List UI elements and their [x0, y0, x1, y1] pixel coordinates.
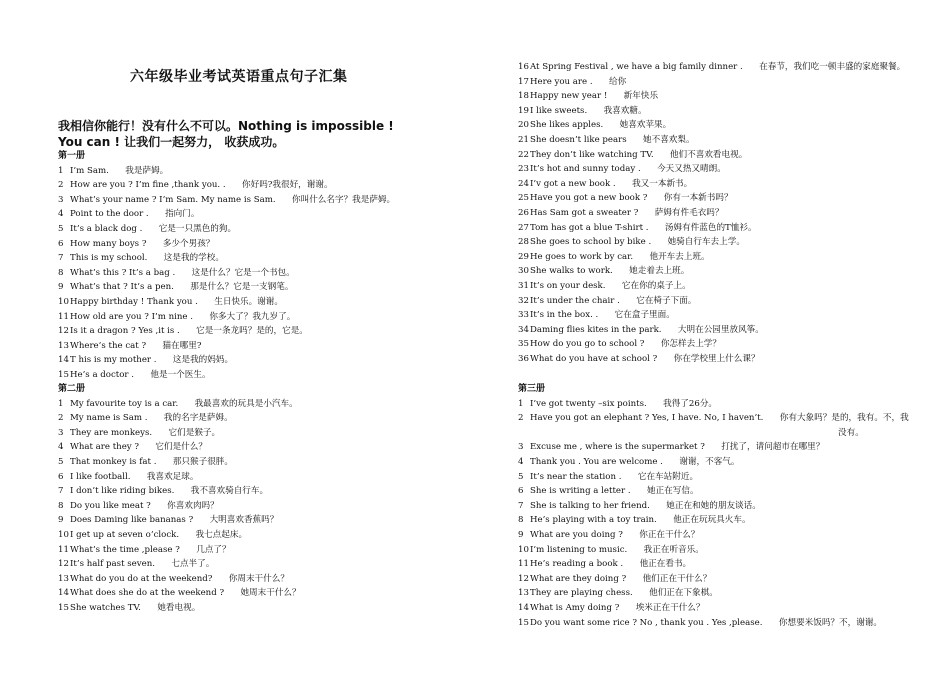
- sentence-english: She doesn’t like pears: [530, 134, 627, 145]
- sentence-row: [518, 440, 938, 455]
- sentence-row: [58, 513, 478, 528]
- sentence-chinese: 新年快乐: [623, 91, 659, 102]
- sentence-chinese: 我不喜欢骑自行车。: [190, 486, 269, 497]
- sentence-number: 12: [518, 573, 529, 584]
- sentence-number: 3: [58, 427, 64, 438]
- sentence-number: 27: [518, 222, 529, 233]
- sentence-english: She watches TV.: [70, 602, 141, 613]
- sentence-number: 4: [58, 442, 64, 453]
- sentence-english: Have you got an elephant ? Yes, I have. No, I haven’t.: [530, 413, 764, 424]
- sentence-english: How many boys ?: [70, 238, 147, 249]
- sentence-number: 11: [518, 559, 529, 570]
- sentence-row: [518, 162, 938, 177]
- sentence-chinese: 萨姆有件毛衣吗？: [654, 207, 724, 218]
- sentence-english: She walks to work.: [530, 266, 613, 277]
- sentence-row: [518, 616, 938, 631]
- sentence-row: [518, 352, 938, 367]
- sentence-english: She likes apples.: [530, 120, 604, 131]
- sentence-chinese: 谢谢，不客气。: [679, 456, 740, 467]
- sentence-chinese: 多少个男孩？: [162, 238, 215, 249]
- sentence-row: [58, 178, 478, 193]
- sentence-chinese: 打扰了，请问超市在哪里？: [721, 442, 825, 453]
- sentence-number: 25: [518, 193, 529, 204]
- sentence-chinese: 她不喜欢梨。: [643, 134, 695, 145]
- sentence-row: [58, 499, 478, 514]
- sentence-row: [58, 484, 478, 499]
- sentence-row: [58, 280, 478, 295]
- sentence-english: She goes to school by bike .: [530, 237, 652, 248]
- sentence-row: [518, 455, 938, 470]
- sentence-row: [518, 543, 938, 558]
- sentence-chinese: 七点半了。: [171, 559, 215, 570]
- sentence-number: 3: [58, 194, 64, 205]
- sentence-chinese: 我喜欢足球。: [146, 471, 199, 482]
- sentence-english: I’ve got twenty –six points.: [530, 398, 647, 409]
- sentence-english: I’m Sam.: [70, 165, 109, 176]
- sentence-chinese: 她正在和她的朋友谈话。: [666, 500, 761, 511]
- sentence-row: [58, 237, 478, 252]
- sentence-row: [58, 411, 478, 426]
- sentence-chinese: 你有大象吗？是的，我有。不，我: [779, 413, 909, 424]
- sentence-english: He’s a doctor .: [70, 369, 134, 380]
- sentence-chinese: 她看电视。: [157, 602, 201, 613]
- sentence-number: 29: [518, 251, 529, 262]
- sentence-english: Thank you . You are welcome .: [530, 456, 663, 467]
- sentence-chinese: 他们正在干什么？: [642, 573, 712, 584]
- sentence-row: [518, 191, 938, 206]
- page-title: 六年级毕业考试英语重点句子汇集: [130, 69, 348, 85]
- sentence-number: 1: [58, 165, 64, 176]
- sentence-english: They are monkeys.: [70, 427, 153, 438]
- sentence-chinese: 我喜欢糖。: [603, 105, 647, 116]
- sentence-english: She is talking to her friend.: [530, 500, 650, 511]
- sentence-chinese: 那只猴子很胖。: [172, 456, 233, 467]
- sentence-number: 1: [58, 398, 64, 409]
- sentence-number: 5: [58, 456, 64, 467]
- sentence-number: 30: [518, 266, 529, 277]
- sentence-chinese: 它在你的桌子上。: [621, 280, 691, 291]
- sentence-chinese: 指向门。: [165, 209, 200, 220]
- book1-section: [58, 149, 478, 383]
- sentence-number: 16: [518, 62, 529, 72]
- sentence-number: 20: [518, 120, 529, 131]
- sentence-english: Here you are .: [530, 76, 593, 87]
- sentence-chinese: 你在学校里上什么课？: [673, 353, 760, 364]
- sentence-row: [58, 164, 478, 179]
- sentence-number: 9: [518, 529, 524, 540]
- sentence-row: [518, 572, 938, 587]
- sentence-row: [58, 397, 478, 412]
- sentence-row: [58, 440, 478, 455]
- sentence-english: Happy birthday ! Thank you .: [70, 296, 198, 307]
- sentence-row: [58, 251, 478, 266]
- sentence-chinese: 它是一只黑色的狗。: [158, 223, 237, 234]
- sentence-row: [518, 484, 938, 499]
- sentence-number: 7: [58, 253, 64, 264]
- sentence-number: 13: [518, 588, 529, 599]
- sentence-row: [518, 294, 938, 309]
- sentence-row: [58, 295, 478, 310]
- intro-block: [58, 118, 478, 150]
- sentence-english: My name is Sam .: [70, 413, 148, 424]
- sentence-english: Do you want some rice ? No , thank you . Yes ,please.: [530, 617, 763, 628]
- sentence-chinese: 他开车去上班。: [649, 251, 710, 262]
- sentence-chinese: 它们是猴子。: [168, 427, 221, 438]
- sentence-chinese: 猫在哪里?: [162, 340, 202, 351]
- sentence-english: I like sweets.: [530, 105, 588, 116]
- sentence-english: What’s your name ? I’m Sam. My name is Sam.: [70, 194, 276, 205]
- sentence-chinese: 它是一条龙吗？是的，它是。: [196, 326, 308, 337]
- sentence-row: [518, 308, 938, 323]
- sentence-english: Where’s the cat ?: [70, 340, 147, 351]
- sentence-row: [518, 513, 938, 528]
- sentence-chinese: 她喜欢苹果。: [619, 120, 672, 131]
- sentence-english: What does she do at the weekend ?: [70, 588, 225, 599]
- sentence-chinese: 生日快乐。谢谢。: [214, 296, 283, 307]
- sentence-number: 14: [58, 355, 69, 366]
- sentence-row: [518, 470, 938, 485]
- sentence-english: It’s a black dog .: [70, 223, 143, 234]
- sentence-row: [58, 455, 478, 470]
- sentence-row: [518, 557, 938, 572]
- sentence-row: [518, 89, 938, 104]
- sentence-english: It’s hot and sunny today .: [530, 164, 641, 175]
- sentence-english: She is writing a letter .: [530, 486, 631, 497]
- sentence-row: [518, 426, 938, 441]
- sentence-row: [58, 222, 478, 237]
- sentence-number: 11: [58, 311, 69, 322]
- sentence-number: 21: [518, 134, 529, 145]
- sentence-number: 13: [58, 340, 69, 351]
- sentence-chinese: 他们正在下象棋。: [649, 588, 718, 599]
- sentence-english: This is my school.: [70, 253, 148, 264]
- sentence-number: 14: [518, 602, 529, 613]
- sentence-row: [518, 528, 938, 543]
- sentence-row: [58, 470, 478, 485]
- sentence-chinese: 他们不喜欢看电视。: [669, 149, 748, 160]
- sentence-chinese: 它在盒子里面。: [614, 310, 675, 321]
- sentence-row: [518, 411, 938, 426]
- sentence-row: [518, 397, 938, 412]
- sentence-number: 22: [518, 149, 529, 160]
- sentence-english: My favourite toy is a car.: [70, 398, 179, 409]
- sentence-english: Tom has got a blue T-shirt .: [530, 222, 649, 233]
- sentence-row: [58, 353, 478, 368]
- sentence-row: [58, 339, 478, 354]
- sentence-number: 4: [58, 209, 64, 220]
- sentence-chinese: 给你: [608, 76, 627, 87]
- sentence-english: What is Amy doing ?: [530, 602, 620, 613]
- sentence-chinese: 你喜欢肉吗？: [167, 500, 219, 511]
- sentence-number: 13: [58, 573, 69, 584]
- sentence-number: 10: [58, 296, 69, 307]
- sentence-number: 32: [518, 295, 529, 306]
- sentence-english: He’s reading a book .: [530, 559, 624, 570]
- sentence-chinese: 你好吗?我很好，谢谢。: [242, 180, 333, 191]
- sentence-row: [58, 207, 478, 222]
- section-heading: 第二册: [58, 384, 86, 394]
- sentence-number: 19: [518, 105, 529, 116]
- sentence-number: 7: [518, 500, 524, 511]
- sentence-number: 11: [58, 544, 69, 555]
- sentence-chinese: 她走着去上班。: [629, 266, 690, 277]
- sentence-english: What are you doing ?: [530, 529, 623, 540]
- sentence-english: Daming flies kites in the park.: [530, 324, 662, 335]
- sentence-number: 8: [58, 267, 64, 278]
- sentence-row: [58, 586, 478, 601]
- sentence-number: 15: [58, 369, 69, 380]
- sentence-english: Excuse me , where is the supermarket ?: [530, 442, 705, 453]
- sentence-row: [58, 324, 478, 339]
- sentence-number: 17: [518, 76, 529, 87]
- sentence-number: 12: [58, 559, 69, 570]
- sentence-number: 9: [58, 515, 64, 526]
- sentence-row: [518, 221, 938, 236]
- sentence-row: [518, 586, 938, 601]
- sentence-number: 12: [58, 326, 69, 337]
- sentence-row: [518, 148, 938, 163]
- sentence-number: 8: [58, 500, 64, 511]
- sentence-number: 15: [58, 602, 69, 613]
- sentence-chinese: 他正在看书。: [639, 559, 692, 570]
- sentence-english: It’s on your desk.: [530, 280, 606, 291]
- sentence-chinese: 汤姆有件蓝色的T恤衫。: [664, 222, 757, 233]
- sentence-row: [518, 250, 938, 265]
- sentence-chinese: 它在车站附近。: [637, 471, 699, 482]
- sentence-chinese: 她正在写信。: [646, 486, 699, 497]
- sentence-number: 10: [58, 529, 69, 540]
- intro-line-2: You can ! 让我们一起努力， 收获成功。: [58, 135, 285, 149]
- sentence-chinese: 你周末干什么？: [228, 573, 289, 584]
- sentence-english: I get up at seven o’clock.: [70, 529, 180, 540]
- book3-section: [518, 382, 938, 630]
- book2-section: [58, 382, 478, 616]
- sentence-number: 31: [518, 280, 529, 291]
- sentence-chinese: 今天又热又晴朗。: [657, 164, 726, 175]
- sentence-english: I like football.: [70, 471, 131, 482]
- sentence-chinese: 你多大了？我九岁了。: [209, 311, 296, 322]
- sentence-english: Happy new year !: [530, 91, 608, 102]
- sentence-english: What are they ?: [70, 442, 139, 453]
- sentence-row: [518, 323, 938, 338]
- sentence-number: 2: [518, 413, 524, 424]
- sentence-chinese: 我又一本新书。: [632, 178, 693, 189]
- sentence-number: 7: [58, 486, 64, 497]
- sentence-number: 2: [58, 413, 64, 424]
- sentence-row: [58, 601, 478, 616]
- sentence-row: [58, 572, 478, 587]
- sentence-row: [58, 528, 478, 543]
- sentence-english: Point to the door .: [70, 209, 149, 220]
- section-heading: 第三册: [518, 384, 546, 394]
- sentence-number: 2: [58, 180, 64, 191]
- sentence-chinese: 我正在听音乐。: [643, 544, 704, 555]
- sentence-number: 14: [58, 588, 69, 599]
- sentence-number: 6: [58, 238, 64, 249]
- sentence-row: [518, 601, 938, 616]
- sentence-english: How are you ? I’m fine ,thank you. .: [70, 180, 226, 191]
- sentence-row: [58, 557, 478, 572]
- sentence-chinese: 你正在干什么？: [639, 529, 700, 540]
- sentence-number: 24: [518, 178, 529, 189]
- sentence-english: How do you go to school ?: [530, 339, 645, 350]
- sentence-row: [58, 368, 478, 383]
- sentence-english: Is it a dragon ? Yes ,it is .: [70, 326, 180, 337]
- sentence-english: It’s half past seven.: [70, 559, 155, 570]
- sentence-number: 4: [518, 456, 524, 467]
- sentence-english: That monkey is fat .: [70, 456, 157, 467]
- sentence-english: What’s the time ,please ?: [70, 544, 180, 555]
- sentence-row: [518, 499, 938, 514]
- sentence-chinese: 那是什么？它是一支钢笔。: [190, 282, 294, 293]
- sentence-chinese: 在春节，我们吃一顿丰盛的家庭聚餐。: [759, 62, 906, 72]
- sentence-row: [518, 264, 938, 279]
- sentence-english: It’s near the station .: [530, 471, 622, 482]
- sentence-english: What are they doing ?: [530, 573, 627, 584]
- sentence-english: What’s that ? It’s a pen.: [70, 282, 174, 293]
- sentence-english: What do you do at the weekend?: [70, 573, 213, 584]
- sentence-chinese: 这是我的妈妈。: [172, 355, 234, 366]
- sentence-english: It’s in the box. .: [530, 310, 599, 321]
- sentence-chinese: 你有一本新书吗？: [663, 193, 733, 204]
- section-heading: 第一册: [58, 151, 86, 161]
- sentence-number: 34: [518, 324, 529, 335]
- sentence-number: 9: [58, 282, 64, 293]
- sentence-english: At Spring Festival , we have a big family dinner .: [530, 62, 743, 72]
- sentence-chinese: 你叫什么名字？我是萨姆。: [292, 194, 396, 205]
- sentence-english: How old are you ? I’m nine .: [70, 311, 193, 322]
- sentence-chinese: 她周末干什么？: [240, 588, 301, 599]
- sentence-number: 26: [518, 207, 529, 218]
- sentence-number: 18: [518, 91, 529, 102]
- sentence-english: T his is my mother .: [70, 355, 157, 366]
- sentence-chinese: 我得了26分。: [663, 398, 718, 409]
- sentence-row: [58, 426, 478, 441]
- sentence-row: [518, 133, 938, 148]
- sentence-row: [518, 206, 938, 221]
- sentence-row: [518, 337, 938, 352]
- sentence-number: 5: [518, 471, 524, 482]
- sentence-chinese: 它们是什么？: [155, 442, 207, 453]
- sentence-number: 1: [518, 398, 524, 409]
- sentence-row: [58, 543, 478, 558]
- sentence-chinese: 这是我的学校。: [163, 253, 224, 264]
- sentence-number: 15: [518, 617, 529, 628]
- sentence-english: Do you like meat ?: [70, 500, 151, 511]
- sentence-english: Have you got a new book ?: [530, 193, 648, 204]
- sentence-row: [58, 193, 478, 208]
- sentence-chinese: 他是一个医生。: [150, 369, 211, 380]
- sentence-row: [518, 118, 938, 133]
- sentence-chinese: 我七点起床。: [195, 529, 248, 540]
- sentence-number: 28: [518, 237, 529, 248]
- sentence-chinese: 它在椅子下面。: [636, 295, 697, 306]
- sentence-row: [518, 235, 938, 250]
- sentence-english: I’v got a new book .: [530, 178, 616, 189]
- sentence-english: He’s playing with a toy train.: [530, 515, 657, 526]
- sentence-row: [518, 104, 938, 119]
- sentence-english: It’s under the chair .: [530, 295, 620, 306]
- sentence-row: [58, 310, 478, 325]
- sentence-english: I’m listening to music.: [530, 544, 628, 555]
- sentence-row: [518, 60, 938, 75]
- sentence-number: 5: [58, 223, 64, 234]
- sentence-chinese: 他正在玩玩具火车。: [673, 515, 751, 526]
- sentence-row: [518, 75, 938, 90]
- sentence-chinese: 我是萨姆。: [125, 165, 169, 176]
- sentence-english: They don’t like watching TV.: [530, 149, 654, 160]
- sentence-english: Has Sam got a sweater ?: [530, 207, 639, 218]
- sentence-english: He goes to work by car.: [530, 251, 634, 262]
- sentence-number: 10: [518, 544, 529, 555]
- sentence-number: 35: [518, 339, 529, 350]
- sentence-chinese: 她骑自行车去上学。: [667, 237, 745, 248]
- sentence-number: 6: [58, 471, 64, 482]
- sentence-chinese: 你怎样去上学？: [660, 339, 721, 350]
- sentence-chinese: 没有。: [838, 427, 864, 438]
- sentence-chinese: 我的名字是萨姆。: [163, 413, 233, 424]
- sentence-number: 33: [518, 310, 529, 321]
- sentence-row: [518, 279, 938, 294]
- intro-line-1: 我相信你能行！没有什么不可以。Nothing is impossible !: [58, 119, 394, 133]
- sentence-chinese: 几点了？: [196, 544, 231, 555]
- sentence-english: They are playing chess.: [530, 588, 633, 599]
- sentence-number: 6: [518, 486, 524, 497]
- sentence-number: 3: [518, 442, 524, 453]
- sentence-number: 36: [518, 353, 529, 364]
- sentence-english: What do you have at school ?: [530, 353, 658, 364]
- sentence-chinese: 我最喜欢的玩具是小汽车。: [194, 398, 298, 409]
- sentence-chinese: 大明在公园里放风筝。: [677, 324, 764, 335]
- sentence-english: Does Daming like bananas ?: [70, 515, 194, 526]
- sentence-number: 23: [518, 164, 529, 175]
- sentence-row: [518, 177, 938, 192]
- sentence-row: [58, 266, 478, 281]
- sentence-english: I don’t like riding bikes.: [70, 486, 175, 497]
- sentence-chinese: 你想要米饭吗？不，谢谢。: [778, 617, 883, 628]
- sentence-chinese: 这是什么？它是一个书包。: [191, 267, 295, 278]
- book2-continued-section: [518, 60, 938, 366]
- sentence-english: What’s this ? It’s a bag .: [70, 267, 176, 278]
- sentence-chinese: 埃米正在干什么？: [635, 602, 705, 613]
- sentence-number: 8: [518, 515, 524, 526]
- sentence-chinese: 大明喜欢香蕉吗？: [209, 515, 279, 526]
